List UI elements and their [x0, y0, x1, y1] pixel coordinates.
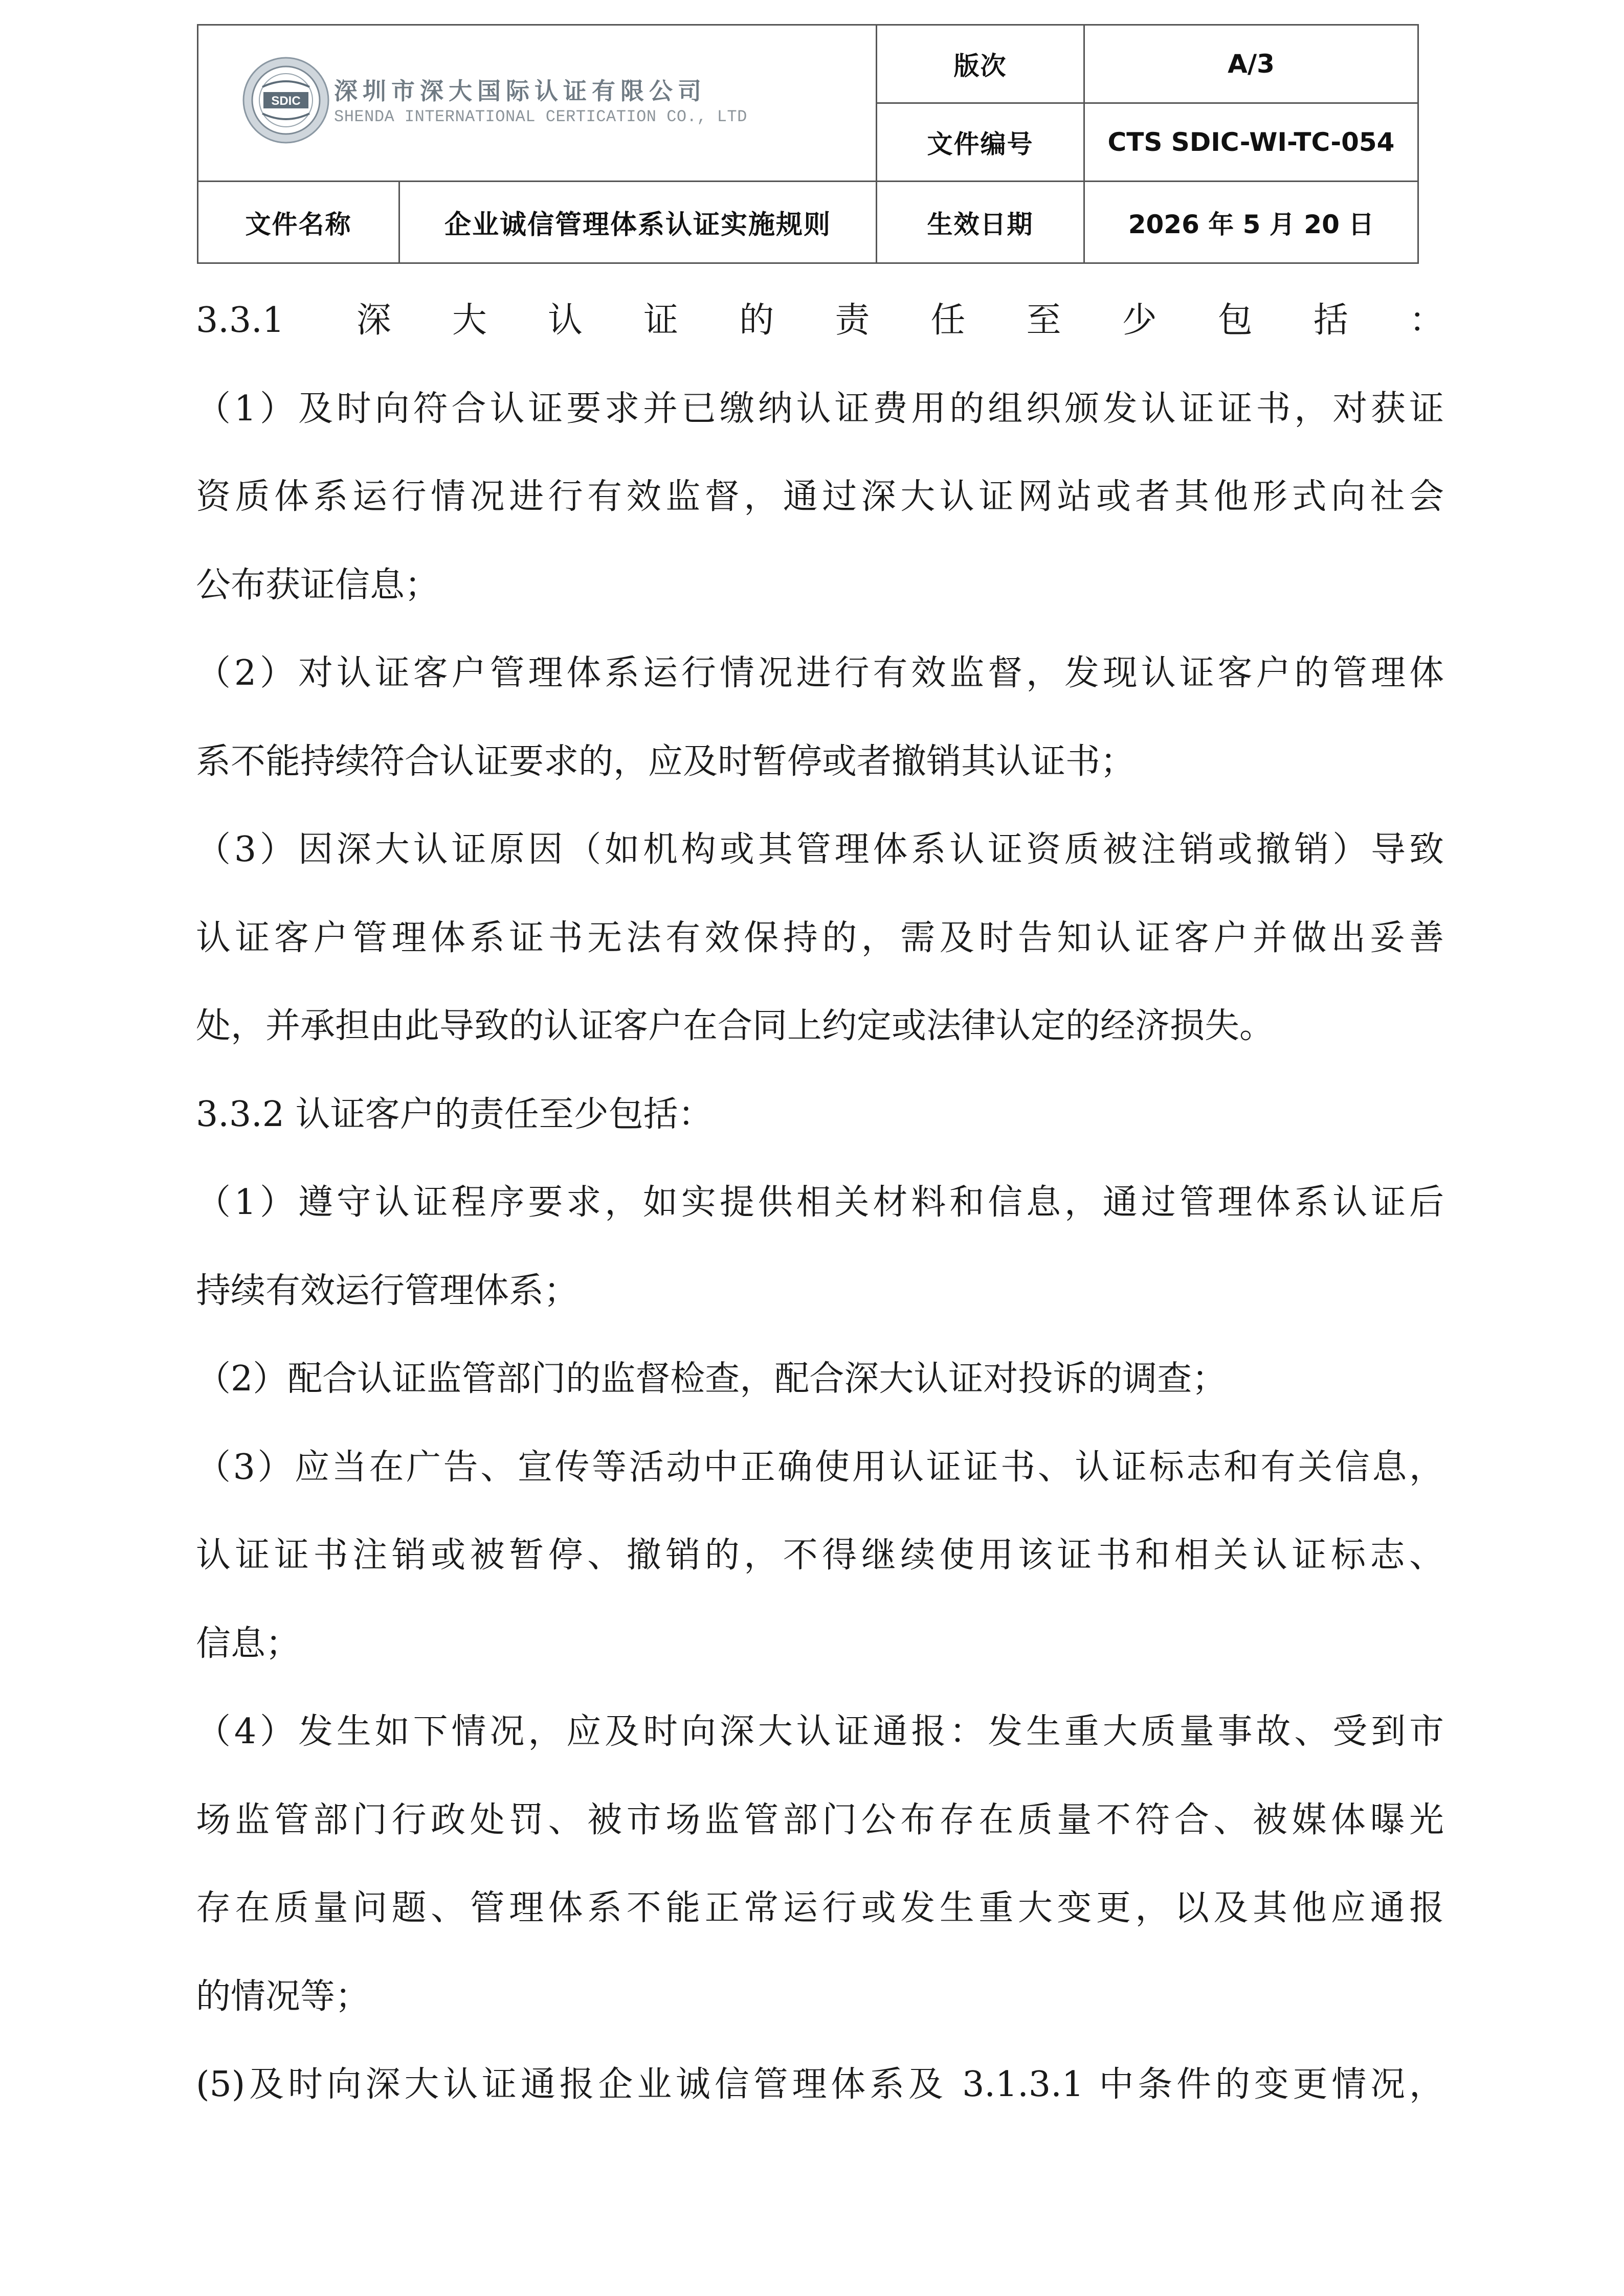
- section-heading: 3.3.1 深大认证的责任至少包括：: [196, 300, 1444, 341]
- section-heading: 3.3.2 认证客户的责任至少包括：: [196, 1094, 713, 1135]
- document-header-table: [197, 24, 1419, 264]
- company-name-cn: 深圳市深大国际认证有限公司: [334, 77, 706, 105]
- effective-date-value: 2026 年 5 月 20 日: [1084, 182, 1418, 263]
- paragraph-line: （1）及时向符合认证要求并已缴纳认证费用的组织颁发认证证书，对获证: [196, 388, 1444, 429]
- paragraph-line: 认证客户管理体系证书无法有效保持的，需及时告知认证客户并做出妥善: [196, 917, 1444, 958]
- document-body: [196, 277, 1444, 2129]
- paragraph-line: 信息；: [196, 1623, 301, 1664]
- paragraph-line: 存在质量问题、管理体系不能正常运行或发生重大变更，以及其他应通报: [196, 1888, 1444, 1928]
- company-logo-icon: [242, 56, 330, 144]
- paragraph-line: （3）应当在广告、宣传等活动中正确使用认证证书、认证标志和有关信息，: [196, 1447, 1444, 1488]
- logo-text: SDIC: [271, 94, 301, 108]
- paragraph-line: (5)及时向深大认证通报企业诚信管理体系及 3.1.3.1 中条件的变更情况，: [196, 2064, 1444, 2105]
- paragraph-line: （2）对认证客户管理体系运行情况进行有效监督，发现认证客户的管理体: [196, 653, 1444, 693]
- edition-label: 版次: [877, 25, 1084, 103]
- paragraph-line: 系不能持续符合认证要求的，应及时暂停或者撤销其认证书；: [196, 741, 1136, 782]
- company-logo-cell: [198, 25, 877, 182]
- paragraph-line: 公布获证信息；: [196, 565, 440, 605]
- paragraph-line: 处，并承担由此导致的认证客户在合同上约定或法律认定的经济损失。: [196, 1006, 1275, 1046]
- paragraph-line: （3）因深大认证原因（如机构或其管理体系认证资质被注销或撤销）导致: [196, 829, 1444, 870]
- paragraph-line: 持续有效运行管理体系；: [196, 1270, 579, 1311]
- effective-date-label: 生效日期: [877, 182, 1084, 263]
- paragraph-line: 场监管部门行政处罚、被市场监管部门公布存在质量不符合、被媒体曝光: [196, 1799, 1444, 1840]
- paragraph-line: 资质体系运行情况进行有效监督，通过深大认证网站或者其他形式向社会: [196, 477, 1444, 517]
- company-name-en: SHENDA INTERNATIONAL CERTICATION CO., LTD: [334, 107, 747, 126]
- doc-name-value: 企业诚信管理体系认证实施规则: [399, 182, 877, 263]
- paragraph-line: （2）配合认证监管部门的监督检查，配合深大认证对投诉的调查；: [196, 1359, 1227, 1399]
- paragraph-line: 认证证书注销或被暂停、撤销的，不得继续使用该证书和相关认证标志、: [196, 1535, 1444, 1575]
- edition-value: A/3: [1084, 25, 1418, 103]
- doc-name-label: 文件名称: [198, 182, 399, 263]
- doc-number-label: 文件编号: [877, 103, 1084, 182]
- paragraph-line: 的情况等；: [196, 1976, 370, 2017]
- paragraph-line: （4）发生如下情况，应及时向深大认证通报：发生重大质量事故、受到市: [196, 1712, 1444, 1752]
- paragraph-line: （1）遵守认证程序要求，如实提供相关材料和信息，通过管理体系认证后: [196, 1182, 1444, 1223]
- doc-number-value: CTS SDIC-WI-TC-054: [1084, 103, 1418, 182]
